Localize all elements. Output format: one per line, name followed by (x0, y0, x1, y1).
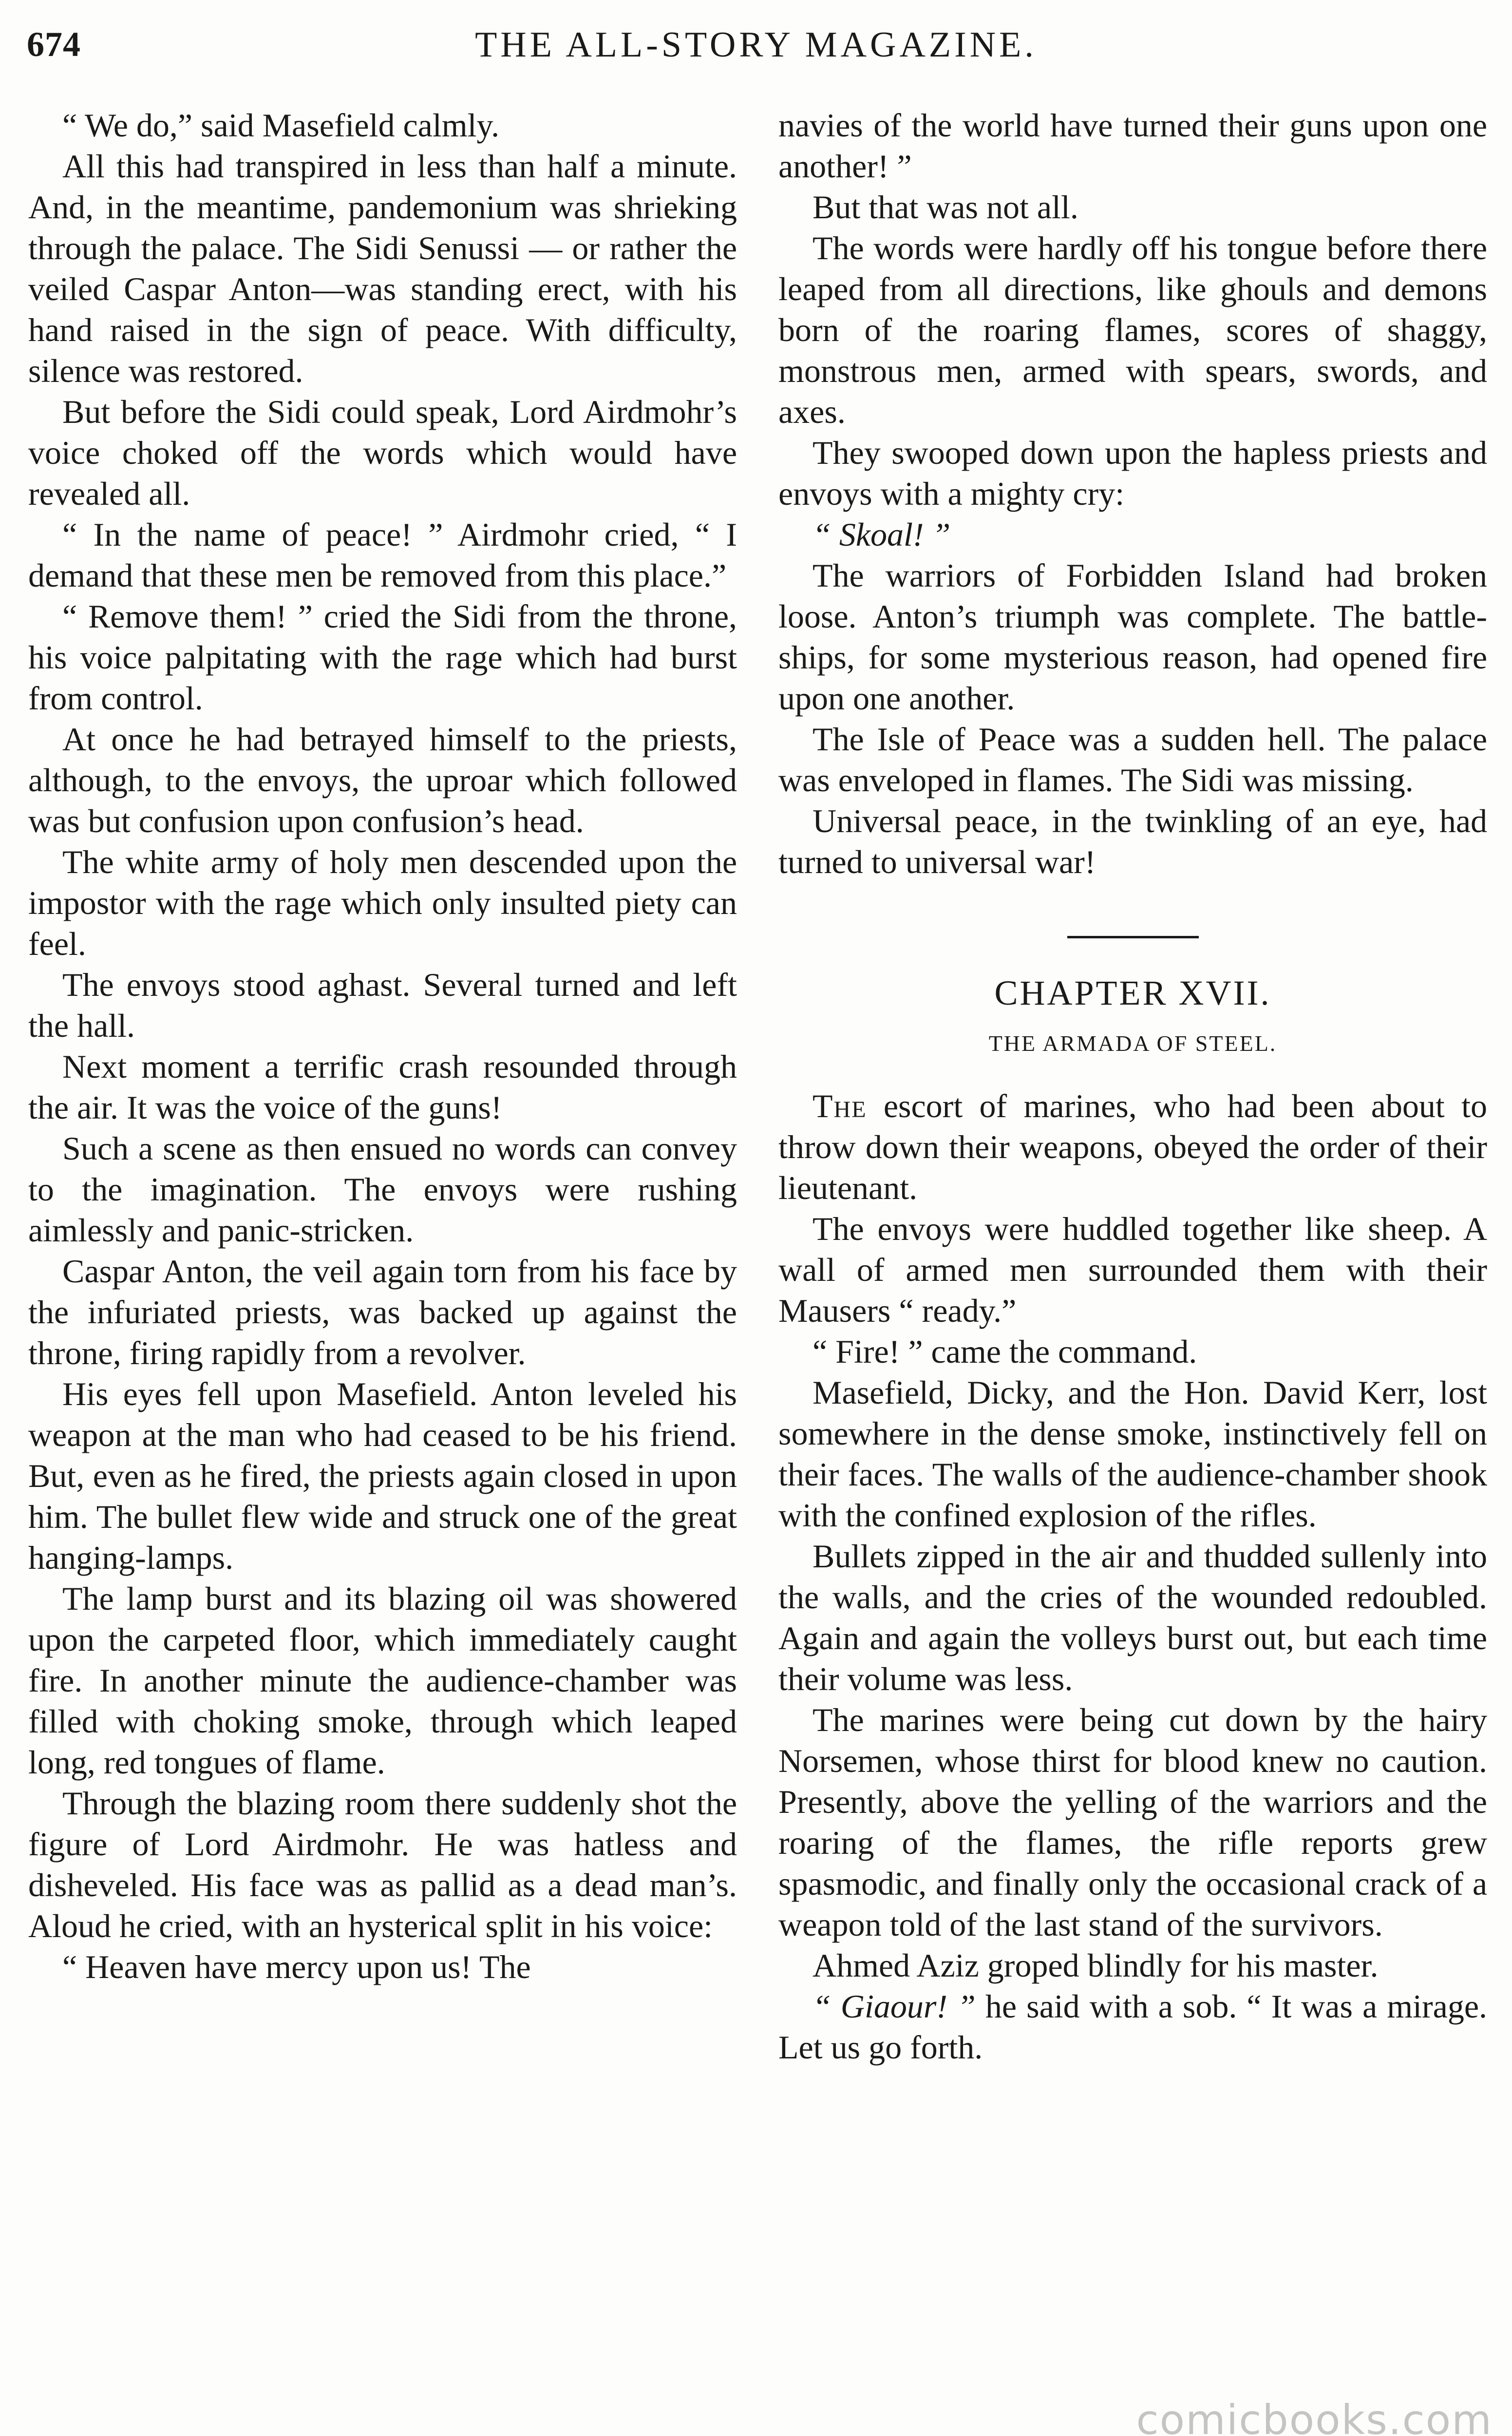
paragraph: Caspar Anton, the veil again torn from his face by the infuriated priests, was backed up against the throne, firing rapidly from a revolver. (28, 1253, 737, 1371)
paragraph: Masefield, Dicky, and the Hon. David Kerr, lost somewhere in the dense smoke, instinctively fell on their faces. The walls of the audience-chamber shook with the confined explosion of the rifles. (778, 1374, 1487, 1534)
paragraph: They swooped down upon the hapless priests and envoys with a mighty cry: (778, 434, 1487, 512)
paragraph: “ We do,” said Masefield calmly. (62, 107, 500, 144)
lead-word: The (813, 1087, 867, 1124)
paragraph (778, 1986, 1487, 2068)
left-column (28, 105, 737, 1987)
paragraph: Such a scene as then ensued no words can convey to the imagination. The envoys were rushing aimlessly and panic-stricken. (28, 1130, 737, 1249)
italic-exclamation: “ Giaour! ” (813, 1988, 976, 2025)
paragraph: His eyes fell upon Masefield. Anton leveled his weapon at the man who had ceased to be his friend. But, even as he fired, the priests again closed in upon him. The bullet flew wide and struck one of the great hanging-lamps. (28, 1375, 737, 1576)
paragraph: Universal peace, in the twinkling of an eye, had turned to universal war! (778, 802, 1487, 880)
paragraph: “ Skoal! ” (813, 516, 951, 553)
paragraph: “ Remove them! ” cried the Sidi from the throne, his voice palpitating with the rage which had burst from control. (28, 598, 737, 717)
paragraph: Ahmed Aziz groped blindly for his master. (813, 1947, 1379, 1984)
paragraph: But that was not all. (813, 189, 1078, 226)
paragraph: Through the blazing room there suddenly shot the figure of Lord Airdmohr. He was hatless and disheveled. His face was as pallid as a dead man’s. Aloud he cried, with an hysterical split in his voice: (28, 1785, 737, 1944)
paragraph: The warriors of Forbidden Island had broken loose. Anton’s triumph was complete. The battle-ships, for some mysterious reason, had opened fire upon one another. (778, 557, 1487, 717)
paragraph: navies of the world have turned their guns upon one another! ” (778, 107, 1487, 185)
paragraph: The words were hardly off his tongue before there leaped from all directions, like ghouls and demons born of the roaring flames, scores of shaggy, monstrous men, armed with spears, swords, and axes. (778, 229, 1487, 430)
paragraph: All this had transpired in less than half a minute. And, in the meantime, pandemonium was shrieking through the palace. The Sidi Senussi — or rather the veiled Caspar Anton—was standing erect, with his hand raised in the sign of peace. With difficulty, silence was restored. (28, 148, 737, 389)
paragraph (778, 1085, 1487, 1208)
paragraph: But before the Sidi could speak, Lord Airdmohr’s voice choked off the words which would have revealed all. (28, 393, 737, 512)
paragraph-text: escort of marines, who had been about to throw down their weapons, obeyed the order of their lieutenant. (778, 1087, 1487, 1206)
paragraph: Bullets zipped in the air and thudded sullenly into the walls, and the cries of the wounded redoubled. Again and again the volleys burst out, but each time their volume was less. (778, 1538, 1487, 1697)
paragraph: The envoys were huddled together like sheep. A wall of armed men surrounded them with their Mausers “ ready.” (778, 1210, 1487, 1329)
chapter-heading: CHAPTER XVII. (994, 973, 1271, 1012)
paragraph: The envoys stood aghast. Several turned and left the hall. (28, 966, 737, 1044)
paragraph: The Isle of Peace was a sudden hell. The palace was enveloped in flames. The Sidi was missing. (778, 721, 1487, 799)
paragraph: “ Heaven have mercy upon us! The (62, 1948, 531, 1985)
paragraph: The lamp burst and its blazing oil was showered upon the carpeted floor, which immediately caught fire. In another minute the audience-chamber was filled with choking smoke, through which leaped long, red tongues of flame. (28, 1580, 737, 1781)
watermark: comicbooks.com (1136, 2396, 1493, 2436)
magazine-title: THE ALL-STORY MAGAZINE. (475, 25, 1037, 65)
section-divider (1067, 936, 1199, 938)
right-column (778, 105, 1487, 2068)
paragraph-text: he said with a sob. “ It was a mirage. Let us go forth. (778, 1988, 1488, 2066)
paragraph: “ In the name of peace! ” Airdmohr cried, “ I demand that these men be removed from this place.” (28, 516, 737, 594)
paragraph: The marines were being cut down by the hairy Norsemen, whose thirst for blood knew no caution. Presently, above the yelling of the warriors and the roaring of the flames, the rifle reports grew spasmodic, and finally only the occasional crack of a weapon told of the last stand of the survivors. (778, 1701, 1487, 1943)
paragraph: Next moment a terrific crash resounded through the air. It was the voice of the guns! (28, 1048, 737, 1126)
paragraph: “ Fire! ” came the command. (813, 1333, 1197, 1370)
page-number: 674 (27, 25, 81, 64)
running-head (27, 24, 1485, 78)
paragraph: The white army of holy men descended upon the impostor with the rage which only insulted piety can feel. (28, 843, 737, 962)
paragraph: At once he had betrayed himself to the priests, although, to the envoys, the uproar which followed was but confusion upon confusion’s head. (28, 721, 737, 839)
chapter-subtitle: THE ARMADA OF STEEL. (988, 1031, 1277, 1056)
